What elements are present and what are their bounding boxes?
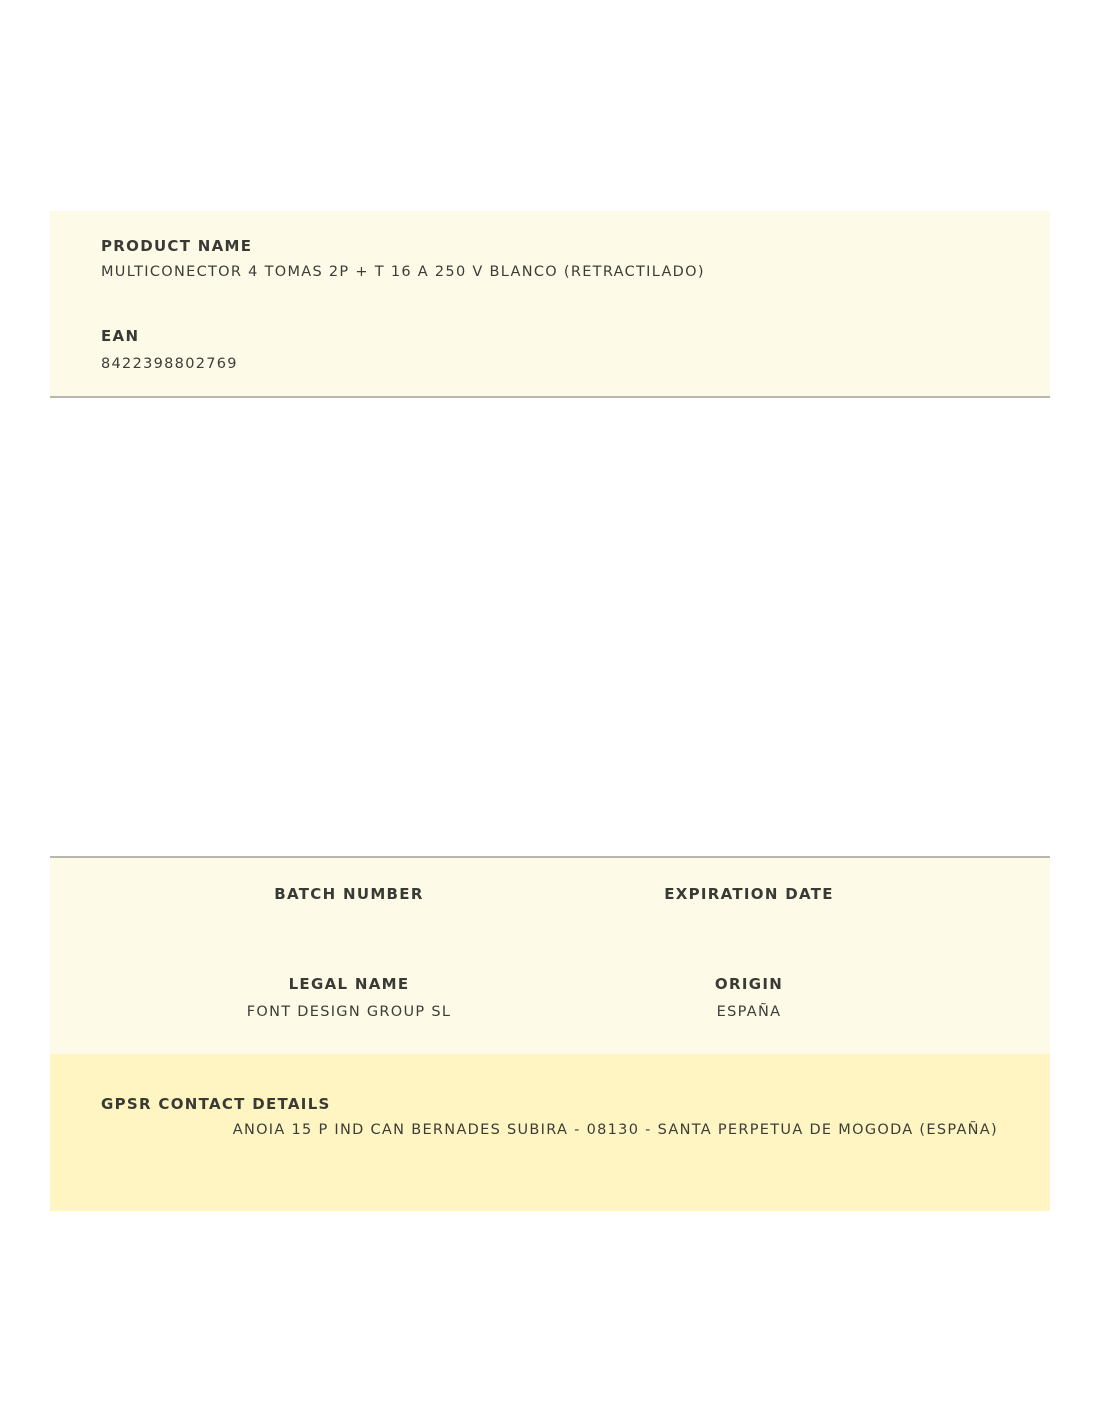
expiration-date-label: EXPIRATION DATE: [664, 885, 834, 903]
legal-name-field: [149, 975, 549, 1020]
gpsr-contact-label: GPSR CONTACT DETAILS: [101, 1095, 331, 1113]
origin-field: [549, 975, 949, 1020]
legal-name-value: FONT DESIGN GROUP SL: [246, 1004, 452, 1020]
legal-name-label: LEGAL NAME: [288, 975, 410, 993]
batch-number-label: BATCH NUMBER: [274, 885, 424, 903]
product-info-section: [50, 211, 1050, 398]
batch-legal-section: [50, 856, 1050, 1056]
origin-value: ESPAÑA: [716, 1004, 782, 1020]
product-name-value: MULTICONECTOR 4 TOMAS 2P + T 16 A 250 V BLANCO (RETRACTILADO): [101, 264, 705, 280]
ean-label: EAN: [101, 327, 140, 345]
batch-number-field: [149, 885, 549, 903]
origin-label: ORIGIN: [714, 975, 784, 993]
ean-value: 8422398802769: [101, 356, 238, 372]
gpsr-contact-value: ANOIA 15 P IND CAN BERNADES SUBIRA - 08130 - SANTA PERPETUA DE MOGODA (ESPAÑA): [232, 1122, 998, 1138]
product-name-label: PRODUCT NAME: [101, 237, 253, 255]
expiration-date-field: [549, 885, 949, 903]
gpsr-contact-section: [50, 1054, 1050, 1211]
